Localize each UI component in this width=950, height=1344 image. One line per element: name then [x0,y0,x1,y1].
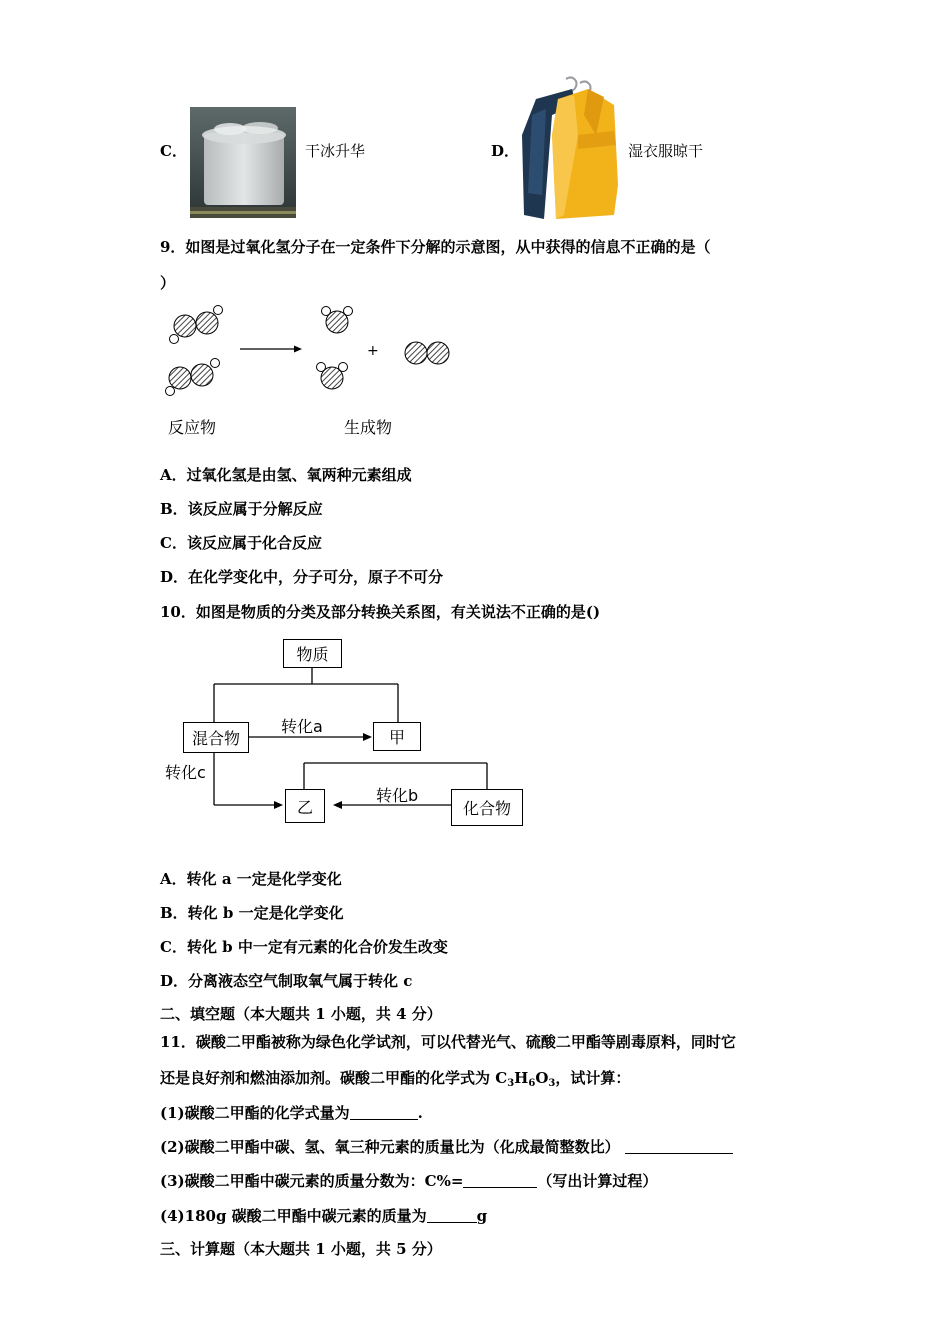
q11-sub1: (1)碳酸二甲酯的化学式量为 . [160,1104,423,1122]
q11-line2-prefix: 还是良好剂和燃油添加剂。碳酸二甲酯的化学式为 [160,1069,496,1087]
section3-heading: 三、计算题（本大题共 1 小题，共 5 分） [160,1240,442,1258]
option-d-caption: 湿衣服晾干 [628,142,704,160]
yi-box: 乙 [285,789,325,823]
q10-stem: 10．如图是物质的分类及部分转换关系图，有关说法不正确的是() [160,603,601,621]
product-label: 生成物 [344,418,393,437]
q11-sub2: (2)碳酸二甲酯中碳、氢、氧三种元素的质量比为（化成最简整数比） [160,1137,733,1157]
compound-box: 化合物 [451,789,523,826]
drying-clothes-image [518,75,622,219]
answer-blank-1[interactable] [350,1105,418,1120]
option-c-letter: C． [160,142,187,160]
option-d-letter: D． [491,142,520,160]
q11-line2-suffix: ，试计算： [555,1069,631,1087]
section2-heading: 二、填空题（本大题共 1 小题，共 4 分） [160,1005,442,1023]
q11-line2 [160,1068,630,1094]
conversion-c-label: 转化c [165,763,206,782]
jia-box: 甲 [373,722,421,751]
q10-option-c: C．转化 b 中一定有元素的化合价发生改变 [160,938,448,956]
answer-blank-2[interactable] [625,1139,733,1154]
conversion-b-label: 转化b [376,786,419,805]
q10-option-d: D．分离液态空气制取氧气属于转化 c [160,972,413,990]
chemical-formula: $C_3H_6O_3$ [495,1069,556,1089]
q10-option-b: B．转化 b 一定是化学变化 [160,904,344,922]
mixture-box: 混合物 [183,722,249,753]
substance-box: 物质 [283,639,342,668]
answer-blank-4[interactable] [427,1208,477,1223]
plus-sign: + [367,343,379,359]
q9-stem-line2: ） [160,274,176,292]
q11-line1: 11．碳酸二甲酯被称为绿色化学试剂，可以代替光气、硫酸二甲酯等剧毒原料，同时它 [160,1033,736,1051]
q9-option-d: D．在化学变化中，分子可分，原子不可分 [160,568,444,586]
option-c-caption: 干冰升华 [305,142,366,160]
conversion-a-label: 转化a [281,717,323,736]
q9-option-a: A．过氧化氢是由氢、氧两种元素组成 [160,466,412,484]
q10-option-a: A．转化 a 一定是化学变化 [160,870,342,888]
q9-option-b: B．该反应属于分解反应 [160,500,323,518]
q11-sub4: (4)180g 碳酸二甲酯中碳元素的质量为 g [160,1207,488,1225]
dry-ice-sublimation-image [190,107,296,218]
reactant-label: 反应物 [168,418,217,437]
q11-sub3: (3)碳酸二甲酯中碳元素的质量分数为：C%= （写出计算过程） [160,1172,658,1190]
h2o2-decomposition-diagram [160,300,460,410]
q9-option-c: C．该反应属于化合反应 [160,534,322,552]
answer-blank-3[interactable] [463,1173,537,1188]
q9-stem-line1: 9．如图是过氧化氢分子在一定条件下分解的示意图，从中获得的信息不正确的是（ [160,238,711,256]
